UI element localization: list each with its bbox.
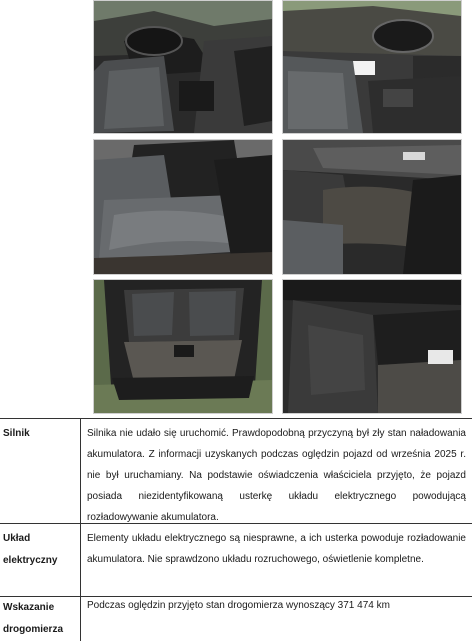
details-label: Układ elektryczny (0, 524, 81, 596)
photo-boot-side-panel (282, 279, 462, 414)
vehicle-details-table (0, 418, 472, 641)
photo-driver-seat-console (282, 0, 462, 134)
details-value: Silnika nie udało się uruchomić. Prawdopodobną przyczyną był zły stan naładowania akumulatora. Z informacji uzyskanych podczas oględzin pojazd od września 2025 r. nie był uruchamiany. Na podstawie oświadczenia właściciela przyjęto, że pojazd posiada niezidentyfikowaną usterkę układu elektrycznego powodującą rozładowywanie akumulatora. (87, 428, 466, 523)
details-value: Elementy układu elektrycznego są niesprawne, a ich usterka powoduje rozładowanie akumulatora. Nie sprawdzono układu rozruchowego, oświetlenie kompletne. (87, 533, 466, 565)
details-label: Silnik (0, 419, 81, 523)
photo-front-seats (93, 0, 273, 134)
details-row-odometer (0, 597, 472, 641)
photo-open-boot (93, 279, 273, 414)
details-row-engine (0, 419, 472, 524)
photo-passenger-footwell (282, 139, 462, 275)
details-row-electrical (0, 524, 472, 597)
details-label: Wskazanie drogomierza (0, 597, 81, 641)
details-value: Podczas oględzin przyjęto stan drogomierza wynoszący 371 474 km (87, 600, 390, 611)
photo-rear-seat (93, 139, 273, 275)
